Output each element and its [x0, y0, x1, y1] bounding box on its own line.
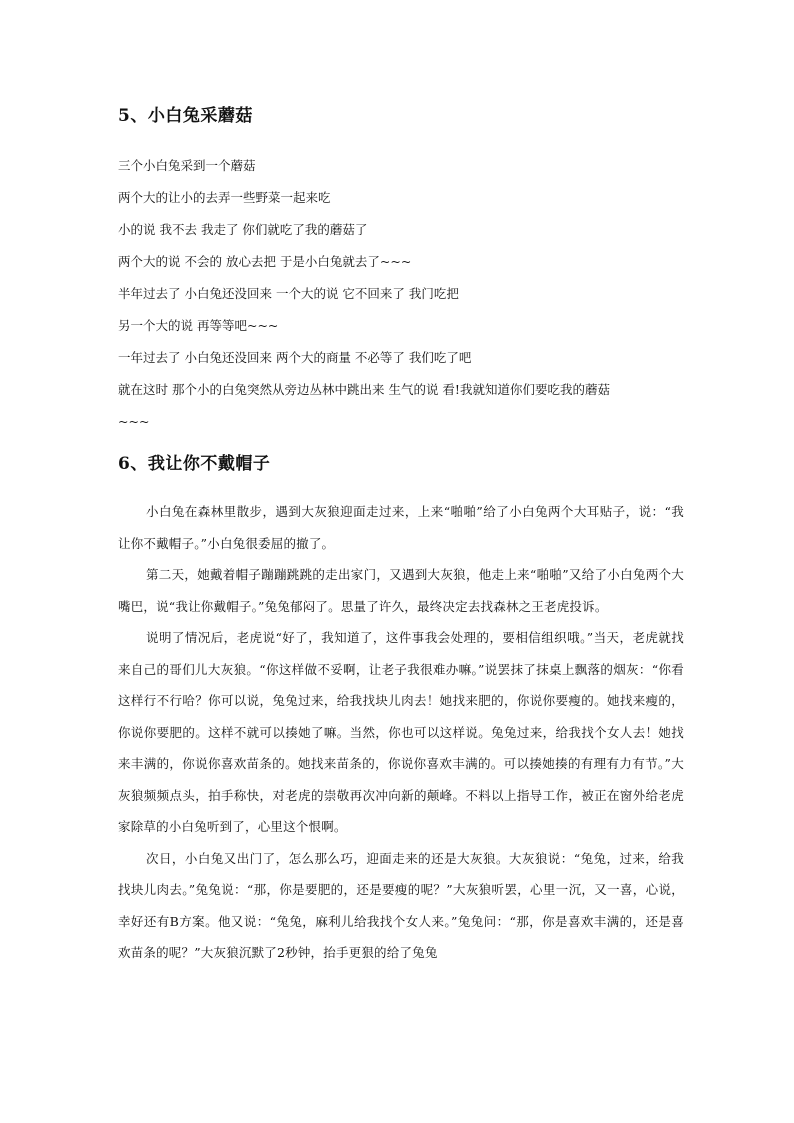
story-line: 两个大的让小的去弄一些野菜一起来吃: [118, 190, 331, 205]
story-paragraph: 第二天，她戴着帽子蹦蹦跳跳的走出家门，又遇到大灰狼，他走上来“啪啪”又给了小白兔两个大嘴巴，说“我让你戴帽子。”兔兔郁闷了。思量了许久，最终决定去找森林之王老虎投诉。: [118, 567, 684, 614]
hat-story: [118, 496, 684, 969]
story-paragraph: 说明了情况后，老虎说“好了，我知道了，这件事我会处理的，要相信组织哦。”当天，老虎就找来自己的哥们儿大灰狼。“你这样做不妥啊，让老子我很难办嘛。”说罢抹了抹桌上飘落的烟灰：“你看这样行不行哈？你可以说，兔兔过来，给我找块儿肉去！她找来肥的，你说你要瘦的。她找来瘦的，你说你要肥的。这样不就可以揍她了嘛。当然，你也可以这样说。兔兔过来，给我找个女人去！她找来丰满的，你说你喜欢苗条的。她找来苗条的，你说你喜欢丰满的。可以揍她揍的有理有力有节。”大灰狼频频点头，拍手称快，对老虎的崇敬再次冲向新的颠峰。不料以上指导工作，被正在窗外给老虎家除草的小白兔听到了，心里这个恨啊。: [118, 630, 684, 834]
document-content: [118, 104, 684, 969]
section-title-mushroom: 5、小白兔采蘑菇: [118, 106, 253, 126]
story-paragraph: 次日，小白兔又出门了，怎么那么巧，迎面走来的还是大灰狼。大灰狼说：“兔兔，过来，给我找块儿肉去。”兔兔说：“那，你是要肥的，还是要瘦的呢？”大灰狼听罢，心里一沉，又一喜，心说，幸好还有B方案。他又说：“兔兔，麻利儿给我找个女人来。”兔兔问：“那，你是喜欢丰满的，还是喜欢苗条的呢？”大灰狼沉默了2秒钟，抬手更狠的给了兔兔: [118, 850, 684, 960]
story-line: 三个小白兔采到一个蘑菇: [118, 158, 256, 173]
story-paragraph: 小白兔在森林里散步，遇到大灰狼迎面走过来，上来“啪啪”给了小白兔两个大耳贴子，说：“我让你不戴帽子。”小白兔很委屈的撤了。: [118, 504, 684, 551]
section-title-hat: 6、我让你不戴帽子: [118, 454, 271, 474]
story-line: ~~~: [118, 414, 150, 429]
story-line: 小的说 我不去 我走了 你们就吃了我的蘑菇了: [118, 222, 368, 237]
story-line: 另一个大的说 再等等吧~~~: [118, 318, 279, 333]
story-line: 就在这时 那个小的白兔突然从旁边丛林中跳出来 生气的说 看!我就知道你们要吃我的蘑菇: [118, 382, 610, 397]
story-line: 一年过去了 小白兔还没回来 两个大的商量 不必等了 我们吃了吧: [118, 350, 472, 365]
mushroom-story: [118, 150, 684, 438]
story-line: 半年过去了 小白兔还没回来 一个大的说 它不回来了 我门吃把: [118, 286, 459, 301]
story-line: 两个大的说 不会的 放心去把 于是小白兔就去了~~~: [118, 254, 412, 269]
